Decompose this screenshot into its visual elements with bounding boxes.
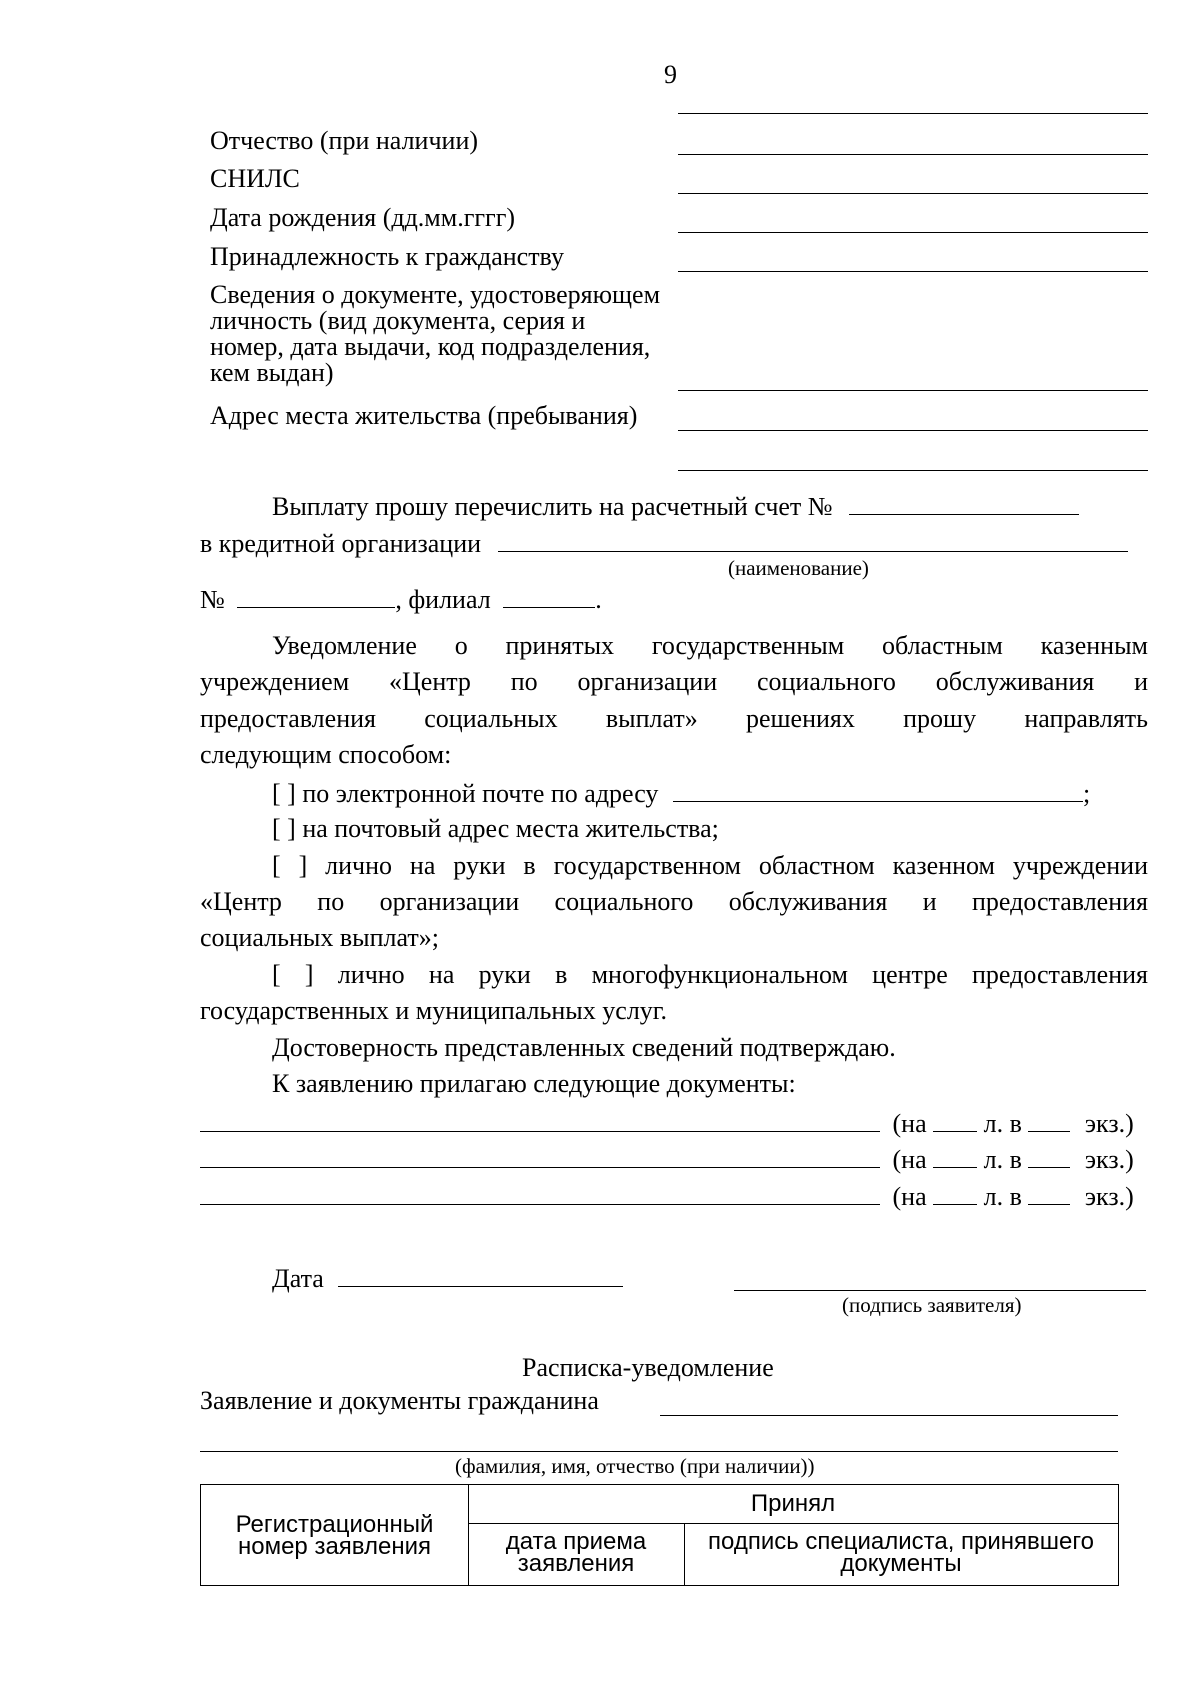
notice-line-3: предоставления социальных выплат» решениях прошу направлять — [200, 704, 1148, 733]
attach-pages-blank-3[interactable] — [933, 1180, 977, 1205]
branch-blank[interactable] — [503, 583, 595, 608]
field-line-top — [678, 113, 1148, 114]
table-header-specialist-signature-line-1: подпись специалиста, принявшего — [708, 1528, 1094, 1555]
attach-doc-blank-1[interactable] — [200, 1107, 880, 1132]
field-label-identity-doc-4: кем выдан) — [210, 358, 334, 387]
option-post[interactable]: [ ] на почтовый адрес места жительства; — [272, 814, 719, 843]
credit-org-caption: (наименование) — [728, 556, 869, 580]
table-header-specialist-signature-line-2: документы — [840, 1550, 962, 1577]
email-blank[interactable] — [673, 777, 1083, 802]
field-line-identity-doc[interactable] — [678, 390, 1148, 391]
option-email-end: ; — [1082, 779, 1091, 808]
field-label-identity-doc-1: Сведения о документе, удостоверяющем — [210, 280, 661, 309]
confirm-text: Достоверность представленных сведений подтверждаю. — [272, 1033, 896, 1062]
table-header-accept-date-line-2: заявления — [517, 1550, 635, 1577]
attach-text-a-2: (на — [892, 1145, 927, 1174]
field-label-birthdate: Дата рождения (дд.мм.гггг) — [210, 203, 516, 232]
number-blank[interactable] — [237, 583, 395, 608]
branch-text: , филиал — [395, 585, 491, 614]
date-label: Дата — [272, 1264, 324, 1293]
attach-row-1 — [200, 1107, 1134, 1139]
credit-org-blank[interactable] — [498, 527, 1128, 552]
receipt-name-line-1[interactable] — [660, 1415, 1118, 1416]
date-blank[interactable] — [338, 1262, 623, 1287]
attach-row-2 — [200, 1143, 1134, 1175]
signature-caption: (подпись заявителя) — [842, 1293, 1022, 1317]
payment-line-2 — [200, 527, 1128, 559]
attach-doc-blank-2[interactable] — [200, 1143, 880, 1168]
attach-text-b-3: л. в — [983, 1182, 1022, 1211]
option-mfc-line-1[interactable]: [ ] лично на руки в многофункциональном центре предоставления — [272, 960, 1148, 989]
notice-line-4: следующим способом: — [200, 740, 452, 769]
attach-copies-blank-1[interactable] — [1028, 1107, 1070, 1132]
field-line-address-2[interactable] — [678, 470, 1148, 471]
payment-line-3 — [200, 583, 602, 615]
field-line-citizenship[interactable] — [678, 271, 1148, 272]
attach-pages-blank-2[interactable] — [933, 1143, 977, 1168]
field-line-snils[interactable] — [678, 193, 1148, 194]
option-personal-line-3: социальных выплат»; — [200, 923, 439, 952]
field-label-citizenship: Принадлежность к гражданству — [210, 242, 564, 271]
payment-text-1: Выплату прошу перечислить на расчетный счет № — [272, 492, 833, 521]
table-header-reg-number-line-1: Регистрационный — [235, 1511, 434, 1538]
table-header-reg-number — [201, 1511, 468, 1560]
table-header-accept-date-line-1: дата приема — [505, 1528, 647, 1555]
field-label-identity-doc-2: личность (вид документа, серия и — [210, 306, 586, 335]
receipt-caption: (фамилия, имя, отчество (при наличии)) — [455, 1454, 815, 1478]
receipt-intro: Заявление и документы гражданина — [200, 1386, 599, 1415]
attach-text-b-1: л. в — [983, 1109, 1022, 1138]
attach-copies-blank-3[interactable] — [1028, 1180, 1070, 1205]
attach-text-a-1: (на — [892, 1109, 927, 1138]
option-personal-line-2: «Центр по организации социального обслуживания и предоставления — [200, 887, 1148, 916]
attach-row-3 — [200, 1180, 1134, 1212]
number-sign: № — [200, 585, 225, 614]
attach-text-a-3: (на — [892, 1182, 927, 1211]
receipt-table — [200, 1484, 1119, 1586]
table-header-accept-date — [468, 1528, 684, 1577]
option-personal-line-1[interactable]: [ ] лично на руки в государственном областном казенном учреждении — [272, 851, 1148, 880]
payment-line-end: . — [595, 585, 602, 614]
attach-doc-blank-3[interactable] — [200, 1180, 880, 1205]
payment-text-2: в кредитной организации — [200, 529, 482, 558]
account-number-blank[interactable] — [849, 490, 1079, 515]
table-header-reg-number-line-2: номер заявления — [237, 1533, 432, 1560]
field-line-patronymic[interactable] — [678, 154, 1148, 155]
field-label-snils: СНИЛС — [210, 164, 300, 193]
signature-line[interactable] — [734, 1290, 1146, 1291]
notice-line-1: Уведомление о принятых государственным областным казенным — [272, 631, 1148, 660]
payment-line-1 — [272, 490, 1079, 522]
attach-text-c-1: экз.) — [1084, 1109, 1134, 1138]
attach-copies-blank-2[interactable] — [1028, 1143, 1070, 1168]
attach-pages-blank-1[interactable] — [933, 1107, 977, 1132]
field-label-address: Адрес места жительства (пребывания) — [210, 401, 638, 430]
notice-line-2: учреждением «Центр по организации социального обслуживания и — [200, 667, 1148, 696]
attach-text-c-3: экз.) — [1084, 1182, 1134, 1211]
option-email-text: [ ] по электронной почте по адресу — [272, 779, 659, 808]
receipt-title: Расписка-уведомление — [522, 1353, 774, 1382]
page-number: 9 — [664, 60, 677, 89]
option-mfc-line-2: государственных и муниципальных услуг. — [200, 996, 668, 1025]
date-row — [272, 1262, 623, 1294]
field-label-identity-doc-3: номер, дата выдачи, код подразделения, — [210, 332, 651, 361]
field-line-birthdate[interactable] — [678, 232, 1148, 233]
attach-intro: К заявлению прилагаю следующие документы: — [272, 1069, 796, 1098]
option-email[interactable] — [272, 777, 1090, 809]
attach-text-c-2: экз.) — [1084, 1145, 1134, 1174]
field-label-patronymic: Отчество (при наличии) — [210, 126, 479, 155]
receipt-name-line-2[interactable] — [200, 1451, 1118, 1452]
attach-text-b-2: л. в — [983, 1145, 1022, 1174]
field-line-address-1[interactable] — [678, 430, 1148, 431]
table-header-accepted: Принял — [750, 1490, 836, 1517]
table-header-specialist-signature — [684, 1528, 1118, 1577]
